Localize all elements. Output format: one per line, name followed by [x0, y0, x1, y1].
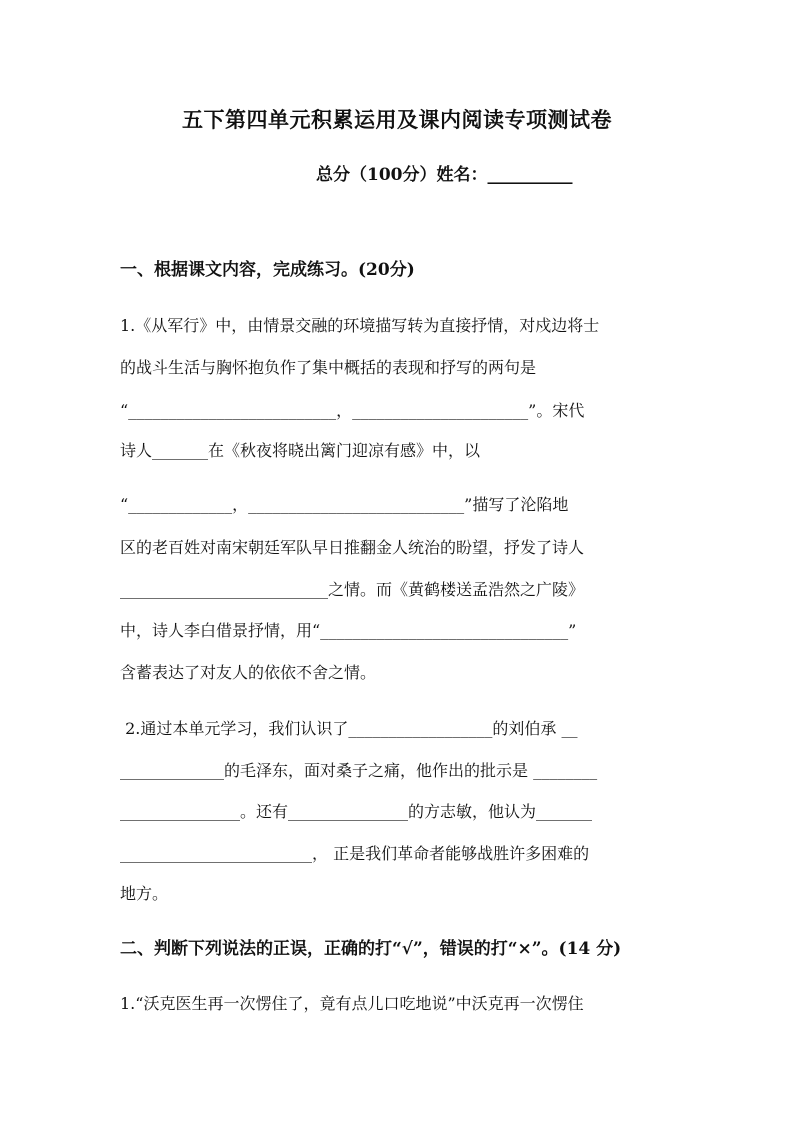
question-2-line-4: ________________________， 正是我们革命者能够战胜许多困难的	[120, 844, 590, 863]
question-1-line-2: 的战斗生活与胸怀抱负作了集中概括的表现和抒写的两句是	[120, 358, 537, 377]
section-2-heading: 二、判断下列说法的正误，正确的打“√”，错误的打“×”。(14 分)	[120, 939, 622, 959]
question-1-line-6: 区的老百姓对南宋朝廷军队早日推翻金人统治的盼望，抒发了诗人	[120, 538, 585, 557]
question-1-line-5: “_____________，___________________________”描写了沦陷地	[120, 495, 569, 514]
question-1-line-8: 中，诗人李白借景抒情，用“_______________________________”	[120, 621, 577, 640]
question-1-line-9: 含蓄表达了对友人的依依不舍之情。	[120, 663, 377, 682]
section-2-question-1-line-1: 1.“沃克医生再一次愣住了，竟有点儿口吃地说”中沃克再一次愣住	[120, 994, 584, 1013]
question-2-line-1: 2.通过本单元学习，我们认识了__________________的刘伯承 __	[120, 719, 578, 738]
section-1-heading: 一、根据课文内容，完成练习。(20分)	[120, 260, 415, 280]
score-name-line: 总分（100分）姓名：__________	[316, 165, 573, 185]
question-1-line-4: 诗人_______在《秋夜将晓出篱门迎凉有感》中，以	[120, 441, 481, 460]
question-2-line-2: _____________的毛泽东，面对桑子之痛，他作出的批示是 ________	[120, 761, 598, 780]
question-1-line-7: __________________________之情。而《黄鹤楼送孟浩然之广陵》	[120, 580, 585, 599]
question-1-line-3: “__________________________，______________________”。宋代	[120, 401, 585, 420]
question-2-line-5: 地方。	[120, 884, 169, 903]
page-title: 五下第四单元积累运用及课内阅读专项测试卷	[182, 107, 612, 132]
question-2-line-3: _______________。还有_______________的方志敏，他认为_______	[120, 802, 593, 821]
question-1-line-1: 1.《从军行》中，由情景交融的环境描写转为直接抒情，对戍边将士	[120, 316, 600, 335]
